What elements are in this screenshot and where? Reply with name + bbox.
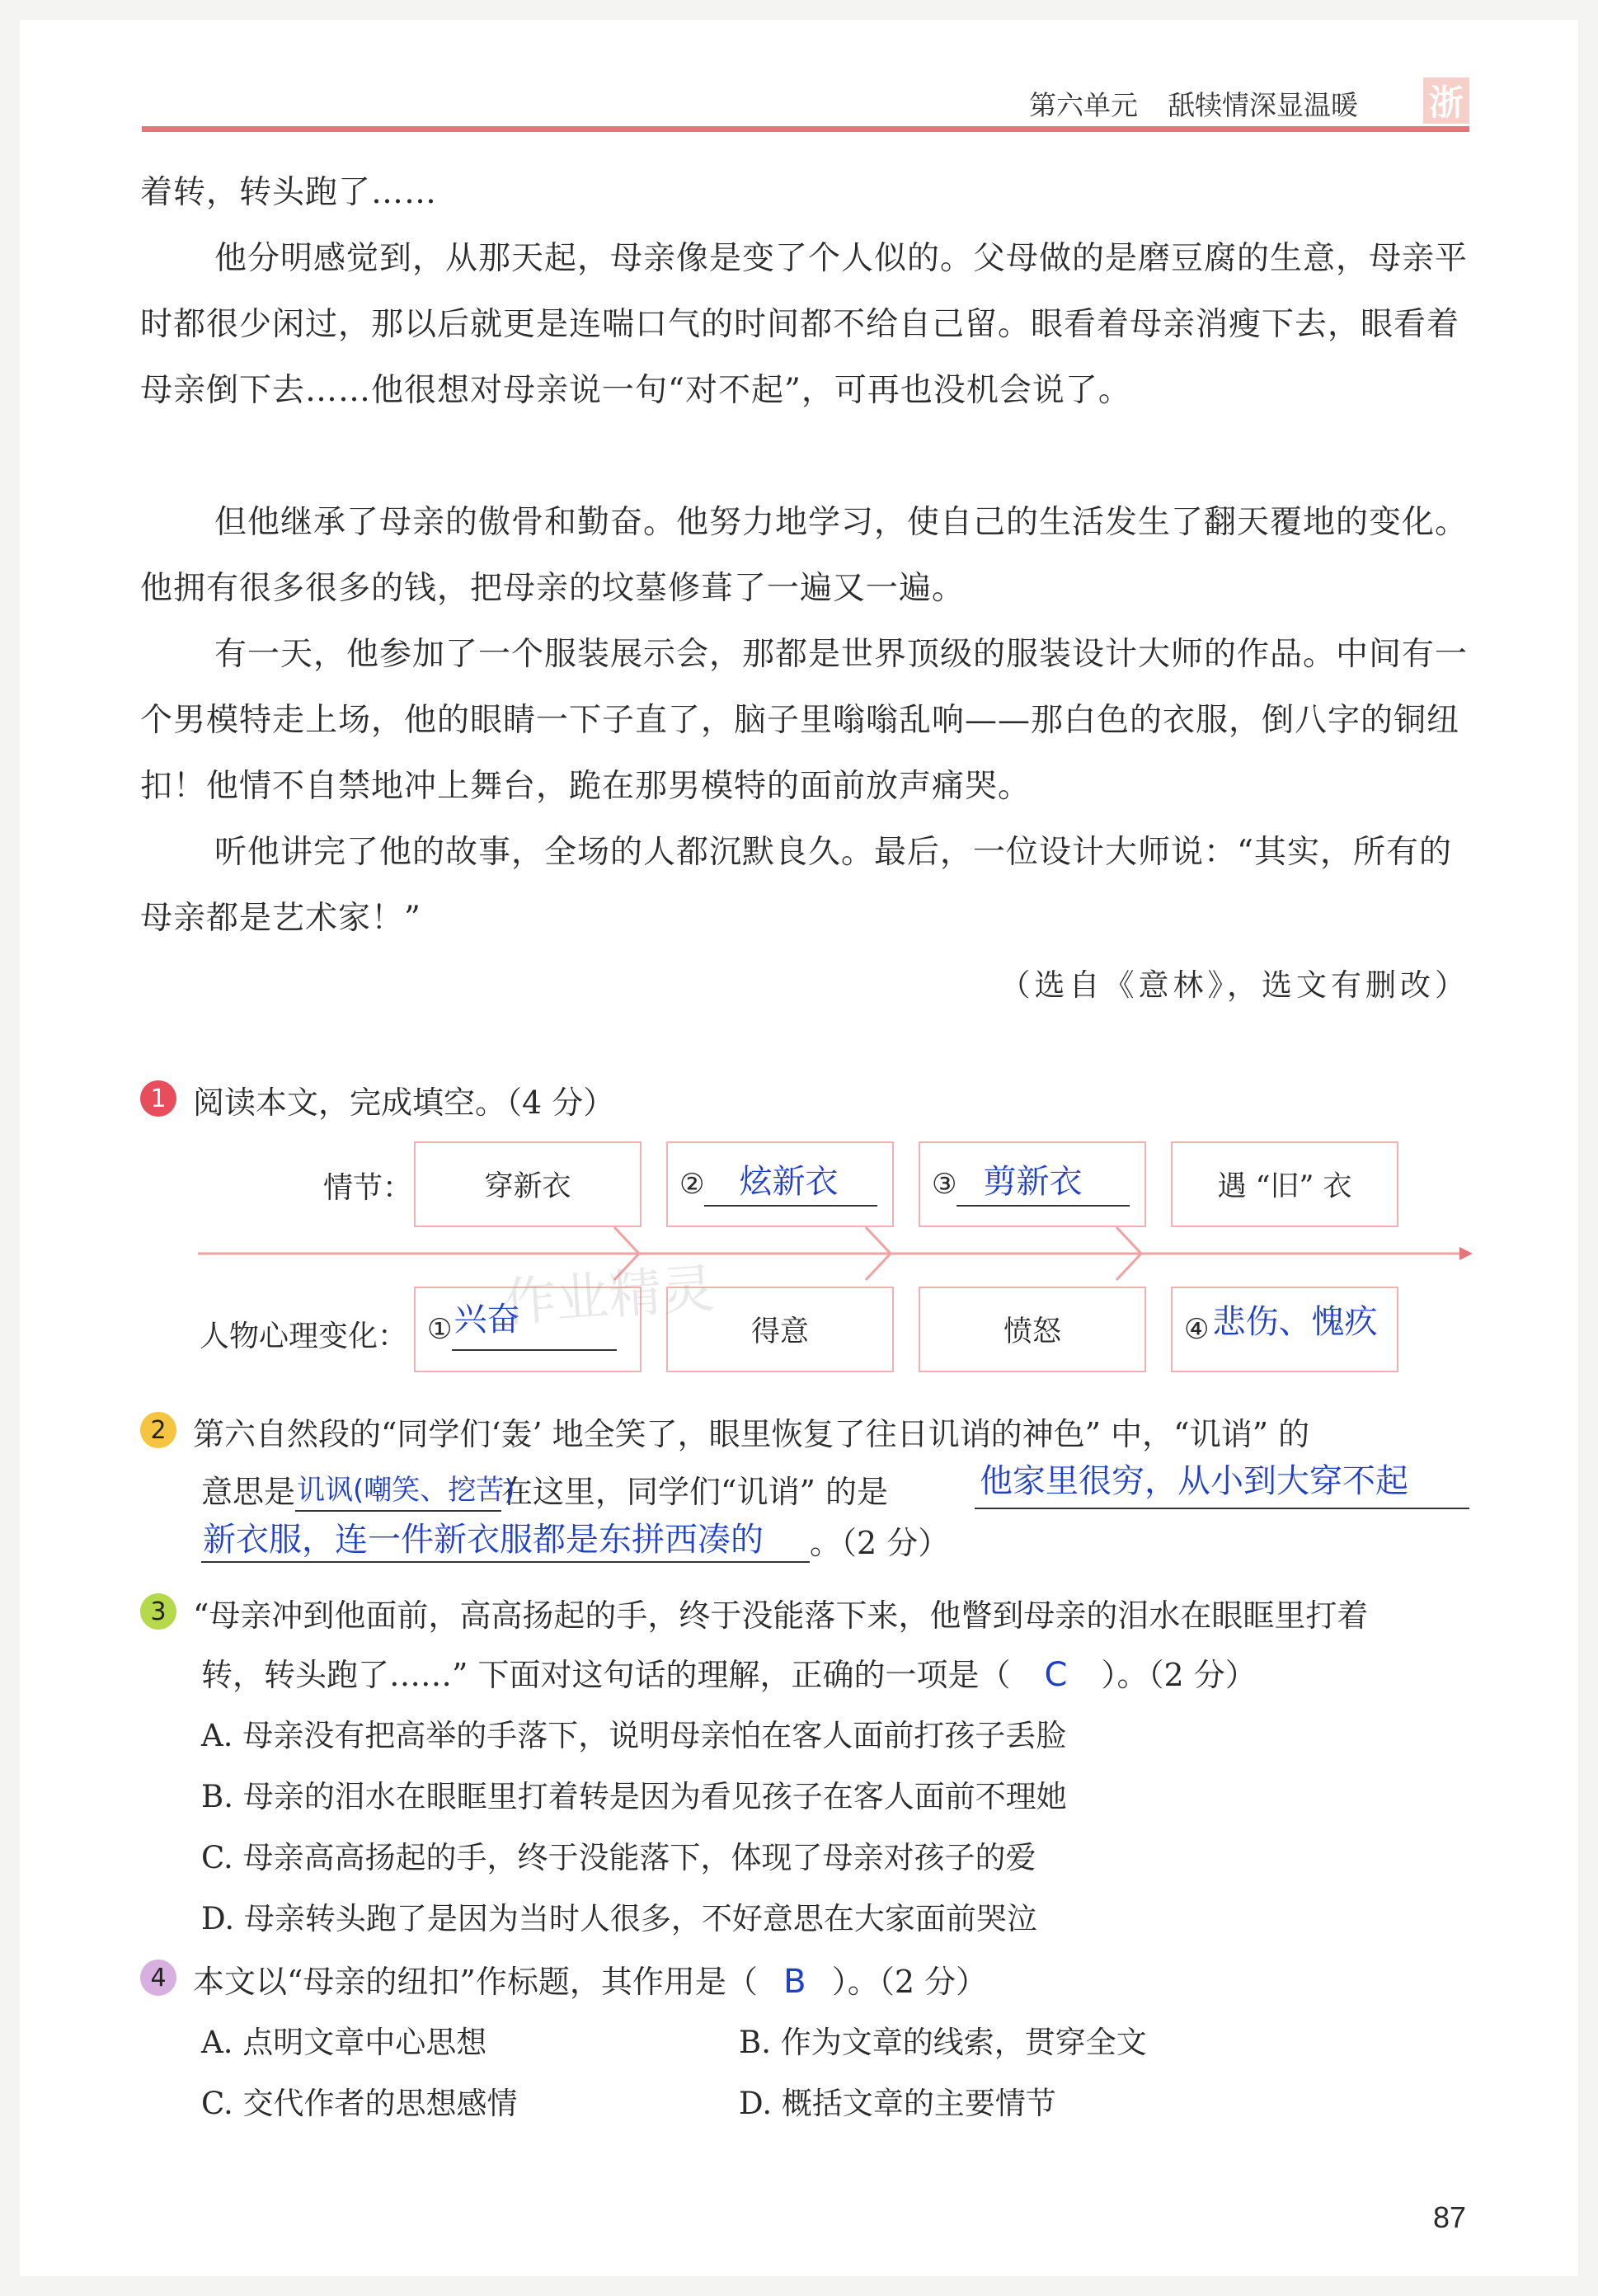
question-4-number: 4 [140,1960,176,1996]
passage-source: （选自《意林》，选文有删改） [999,967,1469,1003]
question-1-number: 1 [140,1080,176,1117]
header-divider [142,126,1469,132]
question-4-option-a[interactable]: A. 点明文章中心思想 [201,2025,487,2060]
plot-blank-3[interactable] [956,1162,1130,1207]
question-2-mid-text: 在这里，同学们“讥诮” 的是 [501,1474,888,1510]
mock-reason-answer-1: 他家里很穷，从小到大穿不起 [980,1462,1408,1500]
question-2-line-1: 第六自然段的“同学们‘轰’ 地全笑了，眼里恢复了往日讥诮的神色” 中，“讥诮” 的 [193,1416,1310,1452]
passage-paragraph-2: 但他继承了母亲的傲骨和勤奋。他努力地学习，使自己的生活发生了翻天覆地的变化。他拥有很多很多的钱，把母亲的坟墓修葺了一遍又一遍。 [140,504,1469,607]
mood-box-2-text: 得意 [750,1315,809,1348]
province-mark-badge: 浙 [1423,78,1469,124]
watermark: 作业精灵 [501,1259,717,1334]
page-number: 87 [1433,2200,1467,2234]
plot-answer-3: 剪新衣 [983,1163,1083,1201]
question-4-prompt: 本文以“母亲的纽扣”作标题，其作用是（ [193,1964,758,2000]
question-4-answer[interactable]: B [783,1963,806,2001]
mood-answer-4: 悲伤、愧疚 [1212,1303,1378,1341]
passage-paragraph-1: 他分明感觉到，从那天起，母亲像是变了个人似的。父母做的是磨豆腐的生意，母亲平时都很少闲过，那以后就更是连喘口气的时间都不给自己留。眼看着母亲消瘦下去，眼看着母亲倒下去……他很想对母亲说一句“对不起”，可再也没机会说了。 [140,240,1469,409]
question-2-line-2 [201,1466,888,1512]
question-3-number: 3 [140,1593,176,1630]
question-4-option-d[interactable]: D. 概括文章的主要情节 [739,2086,1056,2121]
mood-blank-4[interactable] [1209,1303,1382,1350]
question-4-option-c[interactable]: C. 交代作者的思想感情 [201,2086,518,2121]
question-3-option-a[interactable]: A. 母亲没有把高举的手落下，说明母亲怕在客人面前打孩子丢脸 [201,1718,1067,1753]
passage-paragraph-4: 听他讲完了他的故事，全场的人都沉默良久。最后，一位设计大师说：“其实，所有的母亲都是艺术家！” [140,834,1452,937]
question-4-line [193,1956,987,2002]
question-3-prompt: 转，转头跑了……” 下面对这句话的理解，正确的一项是（ [201,1657,1011,1693]
plot-box-3 [919,1141,1146,1227]
unit-theme: 舐犊情深显温暖 [1168,89,1358,121]
timeline-arrowhead [1459,1247,1473,1260]
passage-line-0: 着转，转头跑了…… [140,174,438,211]
mood-answer-1: 兴奋 [454,1301,520,1339]
mood-box-3-text: 愤怒 [1003,1315,1061,1348]
mock-reason-blank-2[interactable] [201,1522,810,1563]
mock-reason-blank-1[interactable] [975,1462,1469,1509]
header-title [1029,84,1358,123]
question-1-prompt: 阅读本文，完成填空。（4 分） [193,1084,615,1121]
question-3-line-1: “母亲冲到他面前，高高扬起的手，终于没能落下来，他瞥到母亲的泪水在眼眶里打着 [193,1597,1369,1634]
question-2-number: 2 [140,1412,176,1448]
passage-paragraph-3: 有一天，他参加了一个服装展示会，那都是世界顶级的服装设计大师的作品。中间有一个男模特走上场，他的眼睛一下子直了，脑子里嗡嗡乱响——那白色的衣服，倒八字的铜纽扣！他情不自禁地冲上舞台，跪在那男模特的面前放声痛哭。 [140,636,1469,805]
plot-box-3-circle: ③ [932,1168,957,1201]
question-3-score: ）。（2 分） [1101,1657,1257,1693]
plot-box-2 [666,1141,894,1227]
plot-blank-2[interactable] [704,1162,877,1207]
question-3-line-2 [201,1649,1257,1695]
plot-label: 情节： [323,1171,413,1205]
mood-box-3 [919,1287,1146,1372]
mood-box-4 [1171,1287,1398,1372]
question-2-score: 。（2 分） [810,1525,950,1561]
plot-box-4-text: 遇 “旧” 衣 [1217,1170,1352,1203]
mock-reason-answer-2: 新衣服，连一件新衣服都是东拼西凑的 [203,1521,764,1559]
question-4-score: ）。（2 分） [831,1964,988,2000]
mood-box-1-circle: ① [427,1313,453,1346]
meaning-blank[interactable] [295,1474,515,1512]
plot-box-1 [414,1141,642,1227]
mood-box-4-circle: ④ [1184,1313,1210,1346]
question-3-option-b[interactable]: B. 母亲的泪水在眼眶里打着转是因为看见孩子在客人面前不理她 [201,1779,1067,1814]
meaning-answer: 讥讽(嘲笑、挖苦) [297,1474,515,1507]
question-3-option-d[interactable]: D. 母亲转头跑了是因为当时人很多，不好意思在大家面前哭泣 [201,1901,1037,1936]
question-4-option-b[interactable]: B. 作为文章的线索，贯穿全文 [739,2025,1147,2060]
unit-label: 第六单元 [1029,89,1138,121]
mood-label: 人物心理变化： [200,1320,408,1353]
plot-box-2-circle: ② [679,1168,705,1201]
plot-answer-2: 炫新衣 [739,1163,839,1201]
plot-box-1-text: 穿新衣 [484,1170,571,1203]
question-3-answer[interactable]: C [1044,1656,1068,1694]
question-2-line-3 [201,1517,949,1563]
plot-box-4 [1171,1141,1398,1227]
question-3-option-c[interactable]: C. 母亲高高扬起的手，终于没能落下，体现了母亲对孩子的爱 [201,1840,1036,1875]
question-2-meaning-label: 意思是 [201,1474,296,1510]
